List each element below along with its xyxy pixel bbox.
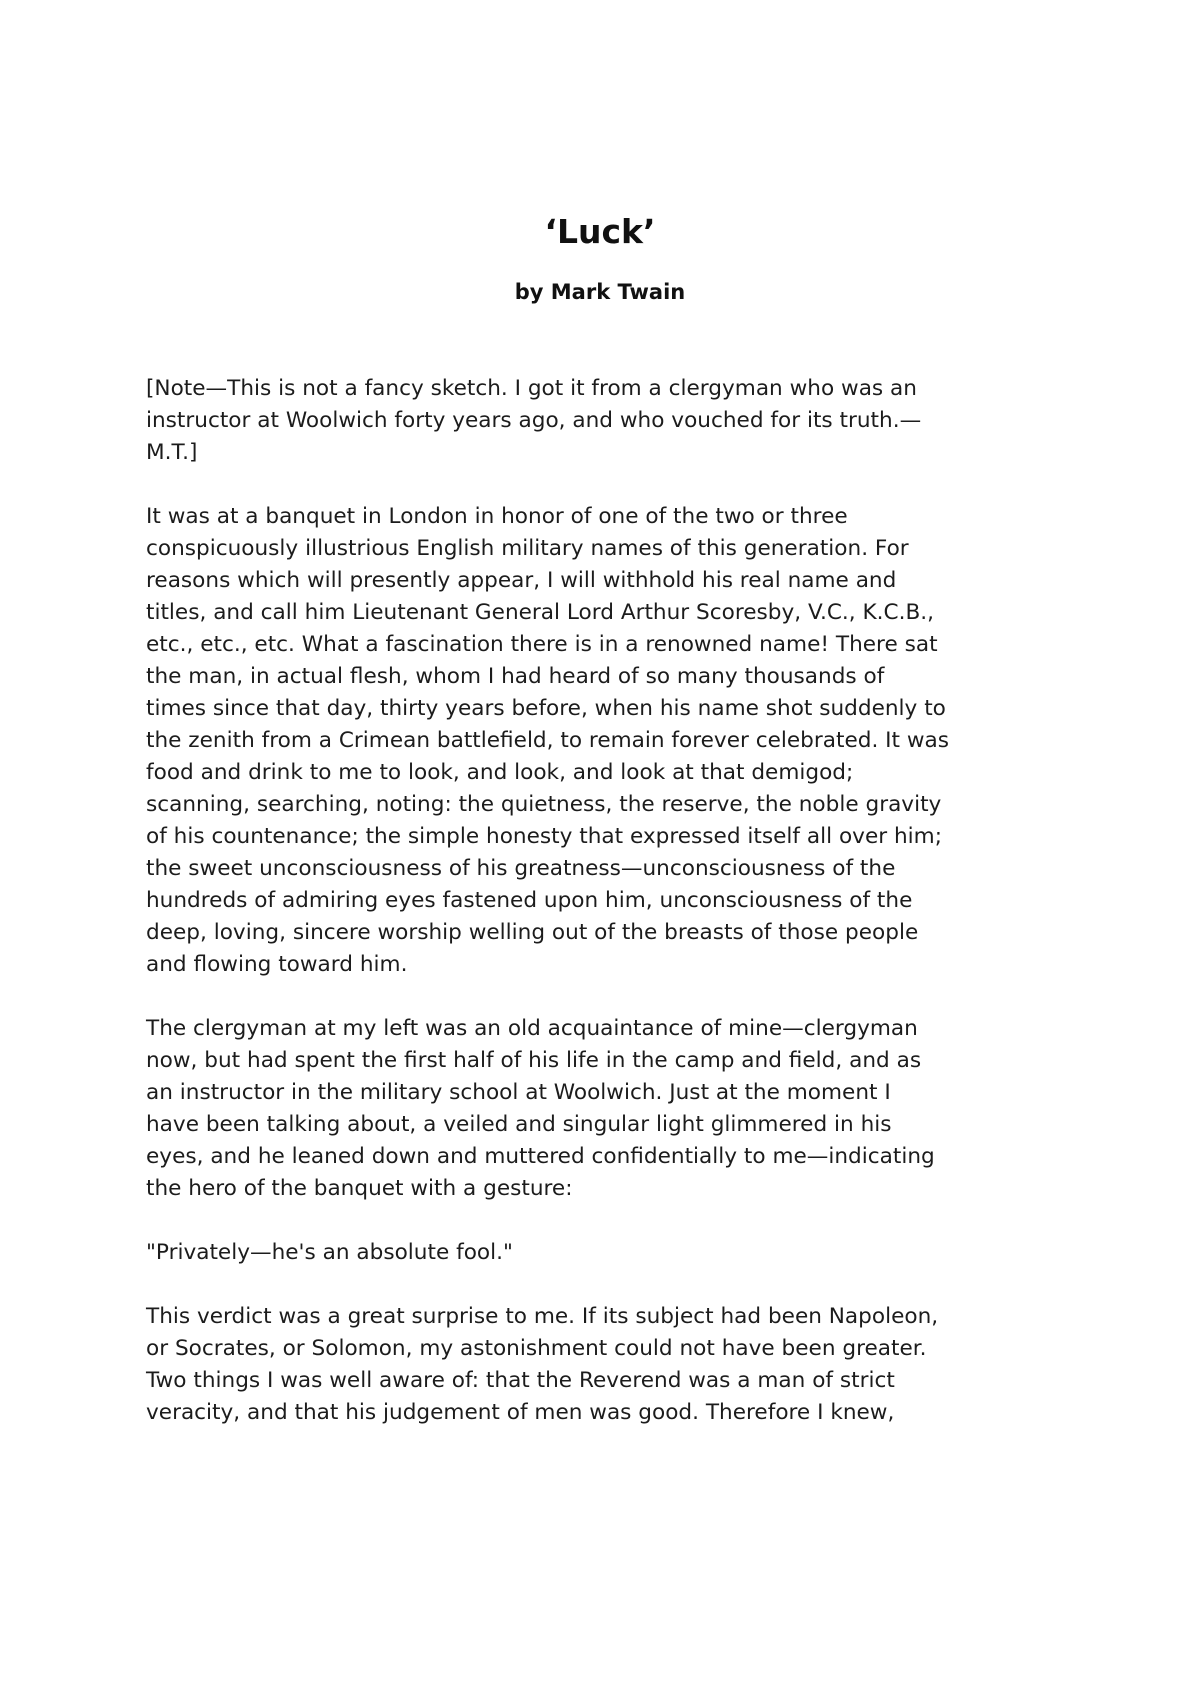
text-line: reasons which will presently appear, I will withhold his real name and bbox=[146, 568, 897, 593]
text-line: M.T.] bbox=[146, 440, 198, 465]
text-line: conspicuously illustrious English military names of this generation. For bbox=[146, 536, 909, 561]
text-line: have been talking about, a veiled and singular light glimmered in his bbox=[146, 1112, 892, 1137]
text-line: deep, loving, sincere worship welling out of the breasts of those people bbox=[146, 920, 919, 945]
paragraph-banquet bbox=[146, 501, 1066, 981]
text-line: the hero of the banquet with a gesture: bbox=[146, 1176, 573, 1201]
text-line: scanning, searching, noting: the quietness, the reserve, the noble gravity bbox=[146, 792, 942, 817]
text-line: the zenith from a Crimean battlefield, to remain forever celebrated. It was bbox=[146, 728, 950, 753]
text-line: an instructor in the military school at Woolwich. Just at the moment I bbox=[146, 1080, 891, 1105]
text-line: "Privately—he's an absolute fool." bbox=[146, 1240, 513, 1265]
text-line: titles, and call him Lieutenant General Lord Arthur Scoresby, V.C., K.C.B., bbox=[146, 600, 935, 625]
text-line: the sweet unconsciousness of his greatness—unconsciousness of the bbox=[146, 856, 896, 881]
paragraph-quote bbox=[146, 1237, 1066, 1269]
document-title: ‘Luck’ bbox=[544, 212, 656, 251]
text-line: food and drink to me to look, and look, and look at that demigod; bbox=[146, 760, 854, 785]
paragraph-verdict bbox=[146, 1301, 1066, 1429]
text-line: times since that day, thirty years before, when his name shot suddenly to bbox=[146, 696, 946, 721]
text-line: Two things I was well aware of: that the Reverend was a man of strict bbox=[146, 1368, 895, 1393]
text-line: [Note—This is not a fancy sketch. I got it from a clergyman who was an bbox=[146, 376, 917, 401]
text-line: eyes, and he leaned down and muttered confidentially to me—indicating bbox=[146, 1144, 935, 1169]
text-line: hundreds of admiring eyes fastened upon him, unconsciousness of the bbox=[146, 888, 913, 913]
text-line: veracity, and that his judgement of men was good. Therefore I knew, bbox=[146, 1400, 895, 1425]
paragraph-note bbox=[146, 373, 1066, 469]
text-line: the man, in actual flesh, whom I had heard of so many thousands of bbox=[146, 664, 885, 689]
text-line: instructor at Woolwich forty years ago, and who vouched for its truth.— bbox=[146, 408, 922, 433]
document-byline: by Mark Twain bbox=[514, 280, 686, 304]
text-line: now, but had spent the first half of his life in the camp and field, and as bbox=[146, 1048, 922, 1073]
text-line: etc., etc., etc. What a fascination there is in a renowned name! There sat bbox=[146, 632, 938, 657]
document-body bbox=[146, 373, 1066, 1461]
text-line: The clergyman at my left was an old acquaintance of mine—clergyman bbox=[146, 1016, 918, 1041]
paragraph-clergyman bbox=[146, 1013, 1066, 1205]
text-line: of his countenance; the simple honesty that expressed itself all over him; bbox=[146, 824, 942, 849]
text-line: It was at a banquet in London in honor of one of the two or three bbox=[146, 504, 848, 529]
text-line: or Socrates, or Solomon, my astonishment could not have been greater. bbox=[146, 1336, 927, 1361]
text-line: and flowing toward him. bbox=[146, 952, 408, 977]
text-line: This verdict was a great surprise to me. If its subject had been Napoleon, bbox=[146, 1304, 939, 1329]
